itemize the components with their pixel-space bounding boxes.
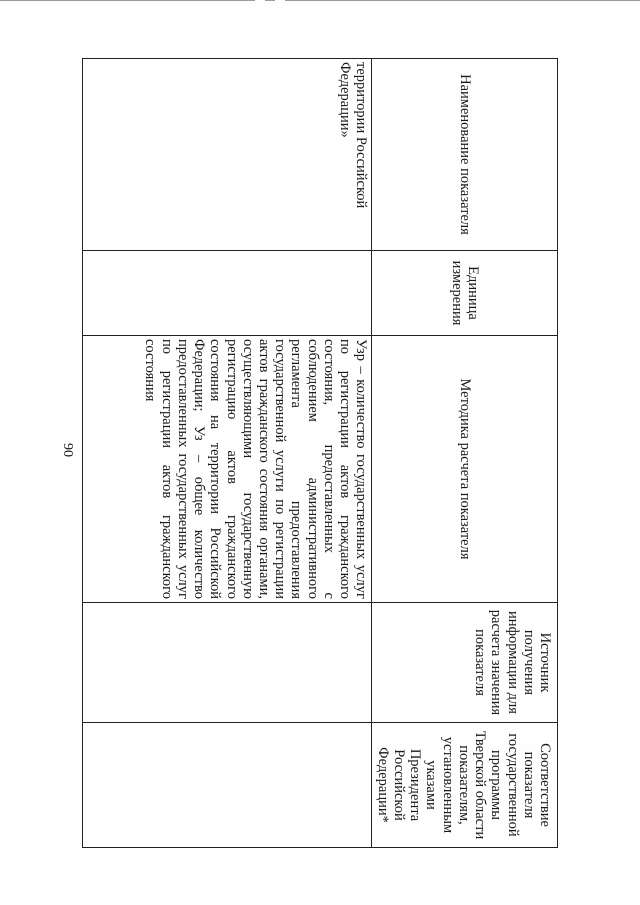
- top-edge-mark: [285, 0, 640, 1]
- header-unit: Единица измерения: [372, 251, 558, 336]
- indicator-table: [82, 58, 558, 848]
- cell-unit: [83, 251, 372, 336]
- cell-calculation-method: Узр – количество государственных услуг по регистрации актов гражданского состояния, предоставленных с соблюдением административного регламента предоставления государственной услуги по регистрации актов гражданского состояния органами, осуществляющими государственную регистрацию актов гражданского состояния на территории Российской Федерации; Уз – общее количество предоставленных государственных услуг по регистрации актов гражданского состояния: [83, 336, 372, 603]
- top-edge-mark: [265, 0, 275, 1]
- rotated-page-content: [82, 58, 558, 847]
- header-calculation-method: Методика расчета показателя: [372, 336, 558, 603]
- table-row: [83, 59, 372, 848]
- header-indicator-name: Наименование показателя: [372, 59, 558, 251]
- cell-info-source: [83, 603, 372, 723]
- top-edge-mark: [0, 0, 255, 1]
- page-number: 90: [60, 443, 75, 457]
- table-header-row: [372, 59, 558, 848]
- header-info-source: Источник получения информации для расчета значения показателя: [372, 603, 558, 723]
- header-compliance: Соответствие показателя государственной программы Тверской области показателям, установленным указами Президента Российской Федерации*: [372, 723, 558, 848]
- cell-indicator-name: территории Российской Федерации»: [83, 59, 372, 251]
- cell-compliance: [83, 723, 372, 848]
